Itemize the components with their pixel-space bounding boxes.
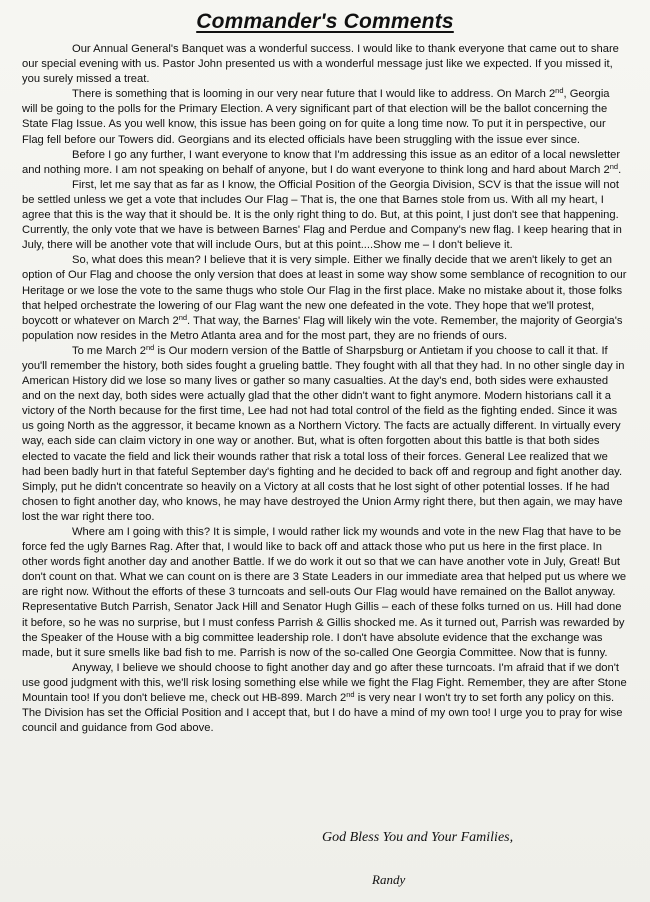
paragraph-text: , Georgia will be going to the polls for the Primary Election. A very significant part of that election will be the ballot concerning the State Flag Issue. As you well know, this issue has been going on for quite a long time now. To put it in perspective, our Flag fell before our Towers did. Georgians and its elected officials have been struggling with the issue ever since.	[22, 88, 610, 146]
paragraph-text: First, let me say that as far as I know, the Official Position of the Georgia Division, SCV is that the issue will not be settled unless we get a vote that includes Our Flag – That is, the one that Barnes stole from us. With all my heart, I agree that this is the way that it should be. It is the only right thing to do. But, at this point, I just don't see that happening. Currently, the only vote that we have is between Barnes' Flag and Perdue and Company's new flag. I keep hearing that in July, there will be another vote that will include Ours, but at this point....Show me – I don't believe it.	[22, 178, 622, 252]
paragraph-text: To me March 2	[72, 344, 146, 357]
paragraph	[22, 661, 628, 736]
paragraph-text: So, what does this mean? I believe that it is very simple. Either we finally decide that we aren't likely to get an option of Our Flag and choose the only version that does at least in some way show some semblance of recognition to our Heritage or we lose the vote to the same thugs who stole Our Flag in the first place. Make no mistake about it, those folks that helped orchestrate the lowering of our Flag want the new one defeated in the vote. They hope that we'll protest, boycott or whatever on March 2	[22, 254, 627, 327]
paragraph	[22, 148, 628, 178]
superscript: nd	[555, 86, 564, 96]
paragraph	[22, 178, 628, 253]
paragraph	[22, 42, 628, 87]
article-body	[22, 42, 628, 736]
paragraph-text: Our Annual General's Banquet was a wonderful success. I would like to thank everyone that came out to share our special evening with us. Pastor John presented us with a wonderful message just like we expected. If you missed it, you surely missed a treat.	[22, 43, 619, 86]
superscript: nd	[609, 161, 619, 171]
title-text: Commander's Comments	[196, 10, 454, 33]
paragraph-text: Anyway, I believe we should choose to fight another day and go after these turncoats. I'm afraid that if we don't use good judgment with this, we'll risk losing something else while we fight the Flag Fight. Remember, they are after Stone Mountain too! If you don't believe me, check out HB-899. March 2	[22, 661, 627, 705]
paragraph-text: is Our modern version of the Battle of Sharpsburg or Antietam if you choose to call it that. If you'll remember the history, both sides fought a grueling battle. They fought with all that they had. In no other single day in American History did we lose so many lives or gather so many casualties. At the day's end, both sides were exhausted and on the next day, both sides were actually glad that the other didn't want to fight anymore. Modern historians call it a victory of the North because for the first time, Lee had not had total control of the field as the fighting ended. Since it was us going North as the aggressor, it became known as a Northern Victory. The facts are actually different. In virtually every way, each side can claim victory in one way or another. But, what is often forgotten about this battle is that both sides elected to vacate the field and lick their wounds rather that risk a total loss of their forces. General Lee realized that we had been badly hurt in that fateful September day's fighting and he decided to back off and regroup and fight another day. Simply, put he didn't concentrate so heavily on a Victory at all costs that he lost sight of other potential losses. If he had chosen to fight another day, who knows, he may have destroyed the Union Army right there, but then again, we may have lost the war right there too.	[22, 344, 625, 523]
paragraph-text: is very near I won't try to set forth any policy on this. The Division has set the Official Position and I accept that, but I do have a mind of my own too! I urge you to pray for wise council and guidance from God above.	[22, 692, 623, 735]
superscript: nd	[178, 312, 188, 322]
superscript: nd	[146, 342, 155, 352]
paragraph-text: Where am I going with this? It is simple, I would rather lick my wounds and vote in the new Flag that have to be force fed the ugly Barnes Rag. After that, I would like to back off and attack those who put us here in the first place. In other words fight another day and another Battle. If we do work it out so that we can have another vote in July, Great! But don't count on that. What we can count on is there are 3 State Leaders in our immediate area that helped put us where we are right now. Without the efforts of these 3 turncoats and sell-outs Our Flag would have remained on the Ballot anyway. Representative Butch Parrish, Senator Jack Hill and Senator Hugh Gillis – each of these folks turned on us. Hill had done it before, so he was no surprise, but I must confess Parrish & Gillis shocked me. As it turned out, Parrish was rewarded by the Speaker of the House with a big committee leadership role. I don't have absolute evidence that the exchange was made, but it sure smells like bad fish to me. Parrish is now of the so-called One Georgia Committee. Now that is funny.	[22, 526, 627, 659]
superscript: nd	[346, 690, 355, 700]
closing-line: God Bless You and Your Families,	[322, 830, 514, 845]
signature: Randy	[372, 872, 406, 887]
paragraph	[22, 87, 628, 147]
paragraph-text: Before I go any further, I want everyone to know that I'm addressing this issue as an editor of a local newsletter and nothing more. I am not speaking on behalf of anyone, but I do want everyone to think long and hard about March 2	[22, 148, 621, 176]
page-title	[0, 10, 650, 34]
paragraph	[22, 344, 628, 525]
paragraph	[22, 253, 628, 344]
paragraph-text: There is something that is looming in our very near future that I would like to address. On March 2	[72, 88, 556, 101]
paragraph-text: .	[618, 163, 622, 176]
paragraph	[22, 525, 628, 661]
paragraph-text: . That way, the Barnes' Flag will likely win the vote. Remember, the majority of Georgia's population now resides in the Metro Atlanta area and for the most part, they are no friends of ours.	[22, 314, 623, 342]
